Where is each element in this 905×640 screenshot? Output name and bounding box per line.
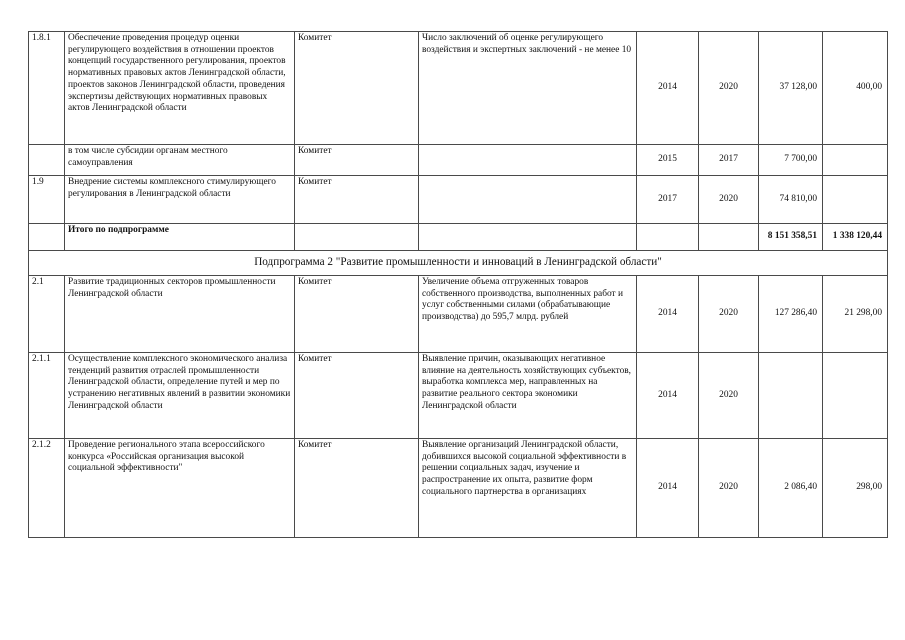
end-year: 2020 [699,32,759,145]
executor: Комитет [295,353,419,439]
row-number: 2.1.2 [29,439,65,538]
indicator: Выявление организаций Ленинградской области, добившихся высокой социальной эффективности в решении социальных задач, изучение и распространение их опыта, развитие форм социального партнерства в организациях [419,439,637,538]
row-number: 1.9 [29,176,65,224]
start-year: 2017 [637,176,699,224]
total-amount: 74 810,00 [759,176,823,224]
activity-name: Осуществление комплексного экономического анализа тенденций развития отраслей промышленности Ленинградской области, определение путей и мер по устранению негативных явлений в развитии экономики Ленинградской области [65,353,295,439]
end-year [699,224,759,251]
executor: Комитет [295,439,419,538]
indicator: Число заключений об оценке регулирующего воздействия и экспертных заключений - не менее 10 [419,32,637,145]
indicator [419,145,637,176]
subtotal-amount-2: 1 338 120,44 [823,224,888,251]
total-amount [759,353,823,439]
start-year: 2015 [637,145,699,176]
executor [295,224,419,251]
start-year: 2014 [637,353,699,439]
amount-2 [823,353,888,439]
end-year: 2017 [699,145,759,176]
subprogram-title: Подпрограмма 2 "Развитие промышленности и инноваций в Ленинградской области" [29,251,888,276]
indicator: Увеличение объема отгруженных товаров собственного производства, выполненных работ и услуг собственными силами (обрабатывающие производства) до 595,7 млрд. рублей [419,276,637,353]
activity-name: Обеспечение проведения процедур оценки регулирующего воздействия в отношении проектов концепций государственного регулирования, проектов нормативных правовых актов Ленинградской области, проектов законов Ленинградской области, проведения экспертизы действующих нормативных правовых актов Ленинградской области [65,32,295,145]
row-number: 2.1 [29,276,65,353]
amount-2: 298,00 [823,439,888,538]
activity-name: Развитие традиционных секторов промышленности Ленинградской области [65,276,295,353]
activity-name: Внедрение системы комплексного стимулирующего регулирования в Ленинградской области [65,176,295,224]
end-year: 2020 [699,353,759,439]
subprogram-header-row [29,251,888,276]
table-row [29,145,888,176]
executor: Комитет [295,32,419,145]
start-year: 2014 [637,276,699,353]
table-row [29,439,888,538]
start-year [637,224,699,251]
subtotal-row [29,224,888,251]
row-number: 1.8.1 [29,32,65,145]
activity-name: Проведение регионального этапа всероссийского конкурса «Российская организация высокой социальной эффективности" [65,439,295,538]
indicator [419,176,637,224]
row-number [29,145,65,176]
start-year: 2014 [637,439,699,538]
table-row [29,32,888,145]
table-row [29,353,888,439]
indicator [419,224,637,251]
activity-name: в том числе субсидии органам местного самоуправления [65,145,295,176]
total-amount: 2 086,40 [759,439,823,538]
table-row [29,276,888,353]
subtotal-total: 8 151 358,51 [759,224,823,251]
table-row [29,176,888,224]
end-year: 2020 [699,276,759,353]
total-amount: 7 700,00 [759,145,823,176]
executor: Комитет [295,176,419,224]
executor: Комитет [295,276,419,353]
amount-2: 21 298,00 [823,276,888,353]
executor: Комитет [295,145,419,176]
start-year: 2014 [637,32,699,145]
subtotal-label: Итого по подпрограмме [65,224,295,251]
program-activities-table [28,31,888,538]
row-number: 2.1.1 [29,353,65,439]
row-number [29,224,65,251]
amount-2 [823,176,888,224]
amount-2 [823,145,888,176]
indicator: Выявление причин, оказывающих негативное влияние на деятельность хозяйствующих субъектов, выработка комплекса мер, направленных на развитие реального сектора экономики Ленинградской области [419,353,637,439]
total-amount: 127 286,40 [759,276,823,353]
end-year: 2020 [699,439,759,538]
end-year: 2020 [699,176,759,224]
total-amount: 37 128,00 [759,32,823,145]
amount-2: 400,00 [823,32,888,145]
